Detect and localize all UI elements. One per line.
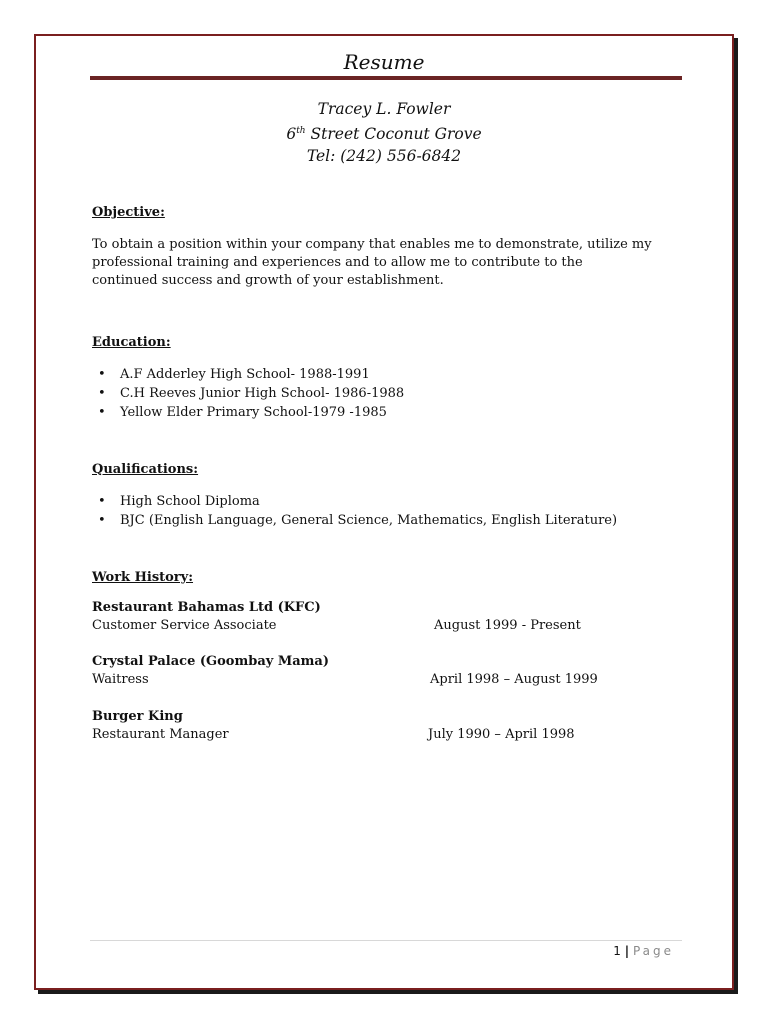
header-rule (90, 76, 682, 80)
job-row (92, 617, 692, 635)
job-dates: August 1999 - Present (434, 618, 581, 633)
footer-rule (90, 940, 682, 941)
education-item: • C.H Reeves Junior High School- 1986-1988 (92, 385, 692, 404)
address-street: Street Coconut Grove (305, 125, 482, 144)
job-role: Customer Service Associate (92, 618, 277, 633)
job-role: Restaurant Manager (92, 727, 229, 742)
qualifications-heading: Qualifications: (92, 462, 199, 477)
section-gap (92, 423, 692, 461)
job-row (92, 671, 692, 689)
qualifications-list (92, 493, 692, 531)
job-entry (92, 653, 692, 689)
job-company: Restaurant Bahamas Ltd (KFC) (92, 600, 321, 615)
job-dates: July 1990 – April 1998 (428, 727, 575, 742)
page-number: 1 (613, 944, 621, 958)
page-footer (613, 944, 674, 958)
footer-separator: | (624, 944, 630, 958)
objective-text: To obtain a position within your company that enables me to demonstrate, utilize my professional training and experiences and to allow me to contribute to the continued success and growth of your establishment. (92, 237, 652, 288)
job-role: Waitress (92, 672, 149, 687)
job-dates: April 1998 – August 1999 (430, 672, 598, 687)
section-gap (92, 531, 692, 569)
qualification-item: • High School Diploma (92, 493, 692, 512)
address-number: 6 (286, 125, 297, 144)
document-header-title: Resume (343, 50, 425, 74)
applicant-phone: Tel: (242) 556-6842 (306, 147, 462, 166)
education-item: • Yellow Elder Primary School-1979 -1985 (92, 404, 692, 423)
section-gap (92, 290, 692, 334)
contact-block (36, 98, 732, 167)
applicant-address (36, 120, 732, 145)
education-item: • A.F Adderley High School- 1988-1991 (92, 366, 692, 385)
job-company: Burger King (92, 709, 183, 724)
job-row (92, 726, 692, 744)
work-history-heading: Work History: (92, 570, 194, 585)
job-company: Crystal Palace (Goombay Mama) (92, 654, 329, 669)
resume-page (34, 34, 734, 990)
job-entry (92, 708, 692, 744)
objective-heading: Objective: (92, 205, 165, 220)
education-list (92, 366, 692, 423)
resume-content (92, 204, 692, 744)
page-label: Page (632, 944, 674, 958)
job-entry (92, 599, 692, 635)
qualification-item: • BJC (English Language, General Science, Mathematics, English Literature) (92, 512, 692, 531)
education-heading: Education: (92, 335, 171, 350)
address-suffix: th (296, 126, 306, 136)
applicant-name: Tracey L. Fowler (317, 100, 451, 118)
